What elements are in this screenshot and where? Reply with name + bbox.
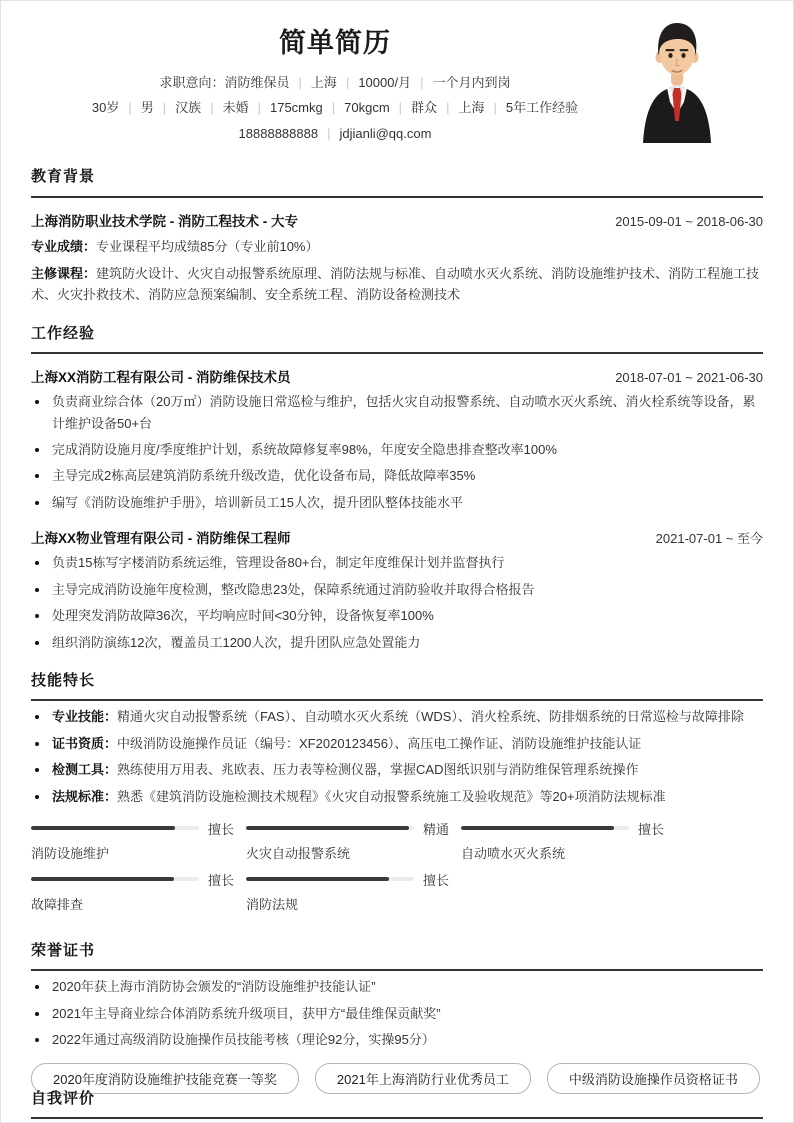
- profile-photo: [633, 16, 721, 143]
- bullet-dot-icon: [35, 768, 39, 772]
- section-honors: [31, 941, 763, 1094]
- page-title: 简单简历: [279, 28, 391, 58]
- skill-bar-fill: [246, 877, 389, 881]
- education-section-title: 教育背景: [31, 168, 96, 186]
- skill-bar: [31, 872, 246, 913]
- personal-info-item: 男: [140, 100, 154, 116]
- divider: |: [420, 74, 424, 90]
- bullet-text: 专业成绩：专业课程平均成绩85分（专业前10%）: [31, 238, 319, 254]
- bullet-dot-icon: [35, 400, 39, 404]
- bullet-text: 2022年通过高级消防设施操作员技能考核（理论92分，实操95分）: [52, 1032, 435, 1048]
- bullet-dot-icon: [35, 588, 39, 592]
- bullet-label: 证书资质：: [52, 735, 118, 751]
- bullet-dot-icon: [35, 501, 39, 505]
- personal-info-item: 5年工作经验: [505, 100, 579, 116]
- bullet-item: [31, 263, 763, 306]
- skill-bar-fill: [31, 877, 174, 881]
- personal-info-item: 30岁: [91, 100, 120, 116]
- bullet-item: [31, 552, 763, 573]
- bullet-item: [31, 605, 763, 626]
- skill-bar-line: [31, 872, 246, 886]
- personal-info-item: 上海: [458, 100, 485, 116]
- skill-name-label: 自动喷水灭火系统: [461, 846, 566, 861]
- skill-name-label: 消防设施维护: [31, 846, 110, 861]
- education-date: 2015-09-01 ~ 2018-06-30: [615, 213, 763, 229]
- intent-label: 求职意向：: [159, 74, 225, 90]
- bullet-dot-icon: [35, 985, 39, 989]
- bullet-text: 处理突发消防故障36次，平均响应时间<30分钟，设备恢复率100%: [52, 608, 434, 624]
- bullet-label: 检测工具：: [52, 762, 118, 778]
- skill-bar: [246, 872, 461, 913]
- section-skills: [31, 671, 763, 923]
- bullet-item: [31, 236, 763, 257]
- job-company-title: 上海XX物业管理有限公司 - 消防维保工程师: [31, 531, 291, 547]
- job-header-row: [31, 366, 763, 386]
- job-company-title: 上海XX消防工程有限公司 - 消防维保技术员: [31, 370, 291, 386]
- bullet-item: [31, 1003, 763, 1024]
- bullet-text: 主导完成消防设施年度检测，整改隐患23处，保障系统通过消防验收并取得合格报告: [52, 581, 535, 597]
- divider: |: [210, 100, 214, 116]
- skill-bar-fill: [246, 826, 409, 830]
- skills-section-title: 技能特长: [31, 672, 96, 689]
- school-name: 上海消防职业技术学院 - 消防工程技术 - 大专: [31, 213, 298, 229]
- bullet-item: [31, 786, 763, 807]
- skill-bar-track: [246, 826, 414, 830]
- honor-tag: 中级消防设施操作员资格证书: [547, 1063, 760, 1094]
- bullet-dot-icon: [35, 795, 39, 799]
- personal-info-item: 汉族: [175, 100, 202, 116]
- section-rule: [31, 699, 763, 701]
- divider: |: [128, 100, 132, 116]
- bullet-item: [31, 391, 763, 434]
- skill-level-label: 擅长: [638, 821, 665, 837]
- bullet-dot-icon: [35, 474, 39, 478]
- skills-bullets: [31, 706, 763, 807]
- divider: |: [331, 100, 336, 116]
- intent-item: 10000/月: [358, 74, 412, 90]
- intent-item: 一个月内到岗: [432, 74, 511, 90]
- bullet-label: 专业成绩：: [31, 238, 97, 254]
- resume-header: [1, 1, 793, 149]
- section-rule: [31, 969, 763, 971]
- skill-bar-line: [246, 821, 461, 835]
- honor-tag: 2020年度消防设施维护技能竞赛一等奖: [31, 1063, 299, 1094]
- bullet-text: 负责商业综合体（20万㎡）消防设施日常巡检与维护，包括火灾自动报警系统、自动喷水灭火系统、消火栓系统等设备，累计维护设备50+台: [52, 394, 756, 431]
- header-text: [31, 27, 639, 143]
- skill-level-label: 擅长: [208, 872, 235, 888]
- bullet-item: [31, 579, 763, 600]
- skill-bar-line: [246, 872, 461, 886]
- skill-bar-track: [246, 877, 414, 881]
- self-review-section-title: 自我评价: [31, 1090, 96, 1107]
- bullet-item: [31, 976, 763, 997]
- bullet-text: 专业技能：精通火灾自动报警系统（FAS）、自动喷水灭火系统（WDS）、消火栓系统、防排烟系统的日常巡检与故障排除: [52, 709, 744, 725]
- bullet-dot-icon: [35, 742, 39, 746]
- bullet-item: [31, 465, 763, 486]
- section-rule: [31, 352, 763, 354]
- bullet-item: [31, 733, 763, 754]
- divider: |: [327, 125, 331, 141]
- skill-bar: [246, 821, 461, 862]
- intent-items: [225, 75, 511, 90]
- work-section-title: 工作经验: [31, 324, 96, 342]
- divider: |: [446, 100, 450, 116]
- bullet-dot-icon: [35, 448, 39, 452]
- bullet-dot-icon: [35, 561, 39, 565]
- section-rule: [31, 1117, 763, 1119]
- bullet-label: 专业技能：: [52, 709, 118, 725]
- personal-info-item: 未婚: [222, 100, 249, 116]
- bullet-item: [31, 706, 763, 727]
- section-education: [31, 167, 763, 306]
- skill-bars: [31, 821, 763, 923]
- section-rule: [31, 196, 763, 198]
- bullet-dot-icon: [35, 1012, 39, 1016]
- divider: |: [398, 100, 403, 116]
- bullet-dot-icon: [35, 641, 39, 645]
- honors-bullets: [31, 976, 763, 1050]
- bullet-item: [31, 1029, 763, 1050]
- contact-line: [31, 124, 639, 144]
- bullet-item: [31, 632, 763, 653]
- avatar-image: [633, 16, 721, 143]
- bullet-item: [31, 759, 763, 780]
- education-header-row: [31, 210, 763, 230]
- bullet-text: 负责15栋写字楼消防系统运维，管理设备80+台，制定年度维保计划并监督执行: [52, 555, 505, 571]
- bullet-item: [31, 439, 763, 460]
- personal-info-item: 群众: [411, 100, 438, 116]
- skill-level-label: 精通: [423, 821, 450, 837]
- divider: |: [493, 100, 497, 116]
- divider: |: [162, 100, 167, 116]
- job-header-row: [31, 527, 763, 547]
- bullet-dot-icon: [35, 1038, 39, 1042]
- bullet-dot-icon: [35, 715, 39, 719]
- personal-info-item: 175cmkg: [269, 100, 323, 116]
- intent-item: 消防维保员: [224, 74, 290, 90]
- skill-name-label: 火灾自动报警系统: [246, 846, 351, 861]
- honors-section-title: 荣誉证书: [31, 942, 96, 959]
- skill-name-label: 故障排查: [31, 897, 84, 912]
- divider: |: [345, 74, 350, 90]
- skill-bar-line: [461, 821, 676, 835]
- personal-info-line: [31, 98, 639, 118]
- skill-bar-track: [461, 826, 629, 830]
- job-bullets: [31, 391, 763, 513]
- job-date: 2021-07-01 ~ 至今: [655, 531, 763, 547]
- job-bullets: [31, 552, 763, 653]
- bullet-text: 主导完成2栋高层建筑消防系统升级改造，优化设备布局，降低故障率35%: [52, 468, 476, 484]
- skill-level-label: 擅长: [208, 821, 235, 837]
- skill-bar-fill: [461, 826, 614, 830]
- personal-info-item: 70kgcm: [344, 100, 390, 116]
- section-work: [31, 324, 763, 653]
- education-details: [31, 236, 763, 306]
- bullet-text: 法规标准：熟悉《建筑消防设施检测技术规程》《火灾自动报警系统施工及验收规范》等20+项消防法规标准: [52, 788, 666, 804]
- bullet-text: 检测工具：熟练使用万用表、兆欧表、压力表等检测仪器，掌握CAD图纸识别与消防维保管理系统操作: [52, 762, 639, 778]
- bullet-text: 编写《消防设施维护手册》，培训新员工15人次，提升团队整体技能水平: [52, 494, 463, 510]
- bullet-item: [31, 492, 763, 513]
- bullet-label: 主修课程：: [31, 265, 97, 281]
- skill-level-label: 擅长: [423, 872, 450, 888]
- bullet-text: 完成消防设施月度/季度维护计划，系统故障修复率98%，年度安全隐患排查整改率100%: [52, 441, 557, 457]
- intent-item: 上海: [310, 74, 337, 90]
- skill-bar: [461, 821, 676, 862]
- skill-bar: [31, 821, 246, 862]
- divider: |: [298, 74, 302, 90]
- job-date: 2018-07-01 ~ 2021-06-30: [615, 370, 763, 386]
- bullet-label: 法规标准：: [52, 788, 118, 804]
- skill-bar-fill: [31, 826, 175, 830]
- section-self-review: [31, 1089, 763, 1119]
- bullet-text: 证书资质：中级消防设施操作员证（编号：XF2020123456）、高压电工操作证、消防设施维护技能认证: [52, 735, 642, 751]
- divider: |: [257, 100, 261, 116]
- skill-bar-track: [31, 877, 199, 881]
- job-intent-line: [31, 73, 639, 93]
- bullet-dot-icon: [35, 614, 39, 618]
- honor-tag: 2021年上海消防行业优秀员工: [315, 1063, 531, 1094]
- bullet-text: 组织消防演练12次，覆盖员工1200人次，提升团队应急处置能力: [52, 634, 421, 650]
- skill-bar-line: [31, 821, 246, 835]
- bullet-text: 2020年获上海市消防协会颁发的“消防设施维护技能认证”: [52, 979, 376, 995]
- contact-item: jdjianli@qq.com: [339, 125, 432, 141]
- skill-bar-track: [31, 826, 199, 830]
- bullet-text: 主修课程：建筑防火设计、火灾自动报警系统原理、消防法规与标准、自动喷水灭火系统、消防设施维护技术、消防工程施工技术、火灾扑救技术、消防应急预案编制、安全系统工程、消防设备检测技术: [31, 265, 760, 303]
- contact-item: 18888888888: [238, 125, 319, 141]
- bullet-text: 2021年主导商业综合体消防系统升级项目，获甲方“最佳维保贡献奖”: [52, 1005, 441, 1021]
- skill-name-label: 消防法规: [246, 897, 299, 912]
